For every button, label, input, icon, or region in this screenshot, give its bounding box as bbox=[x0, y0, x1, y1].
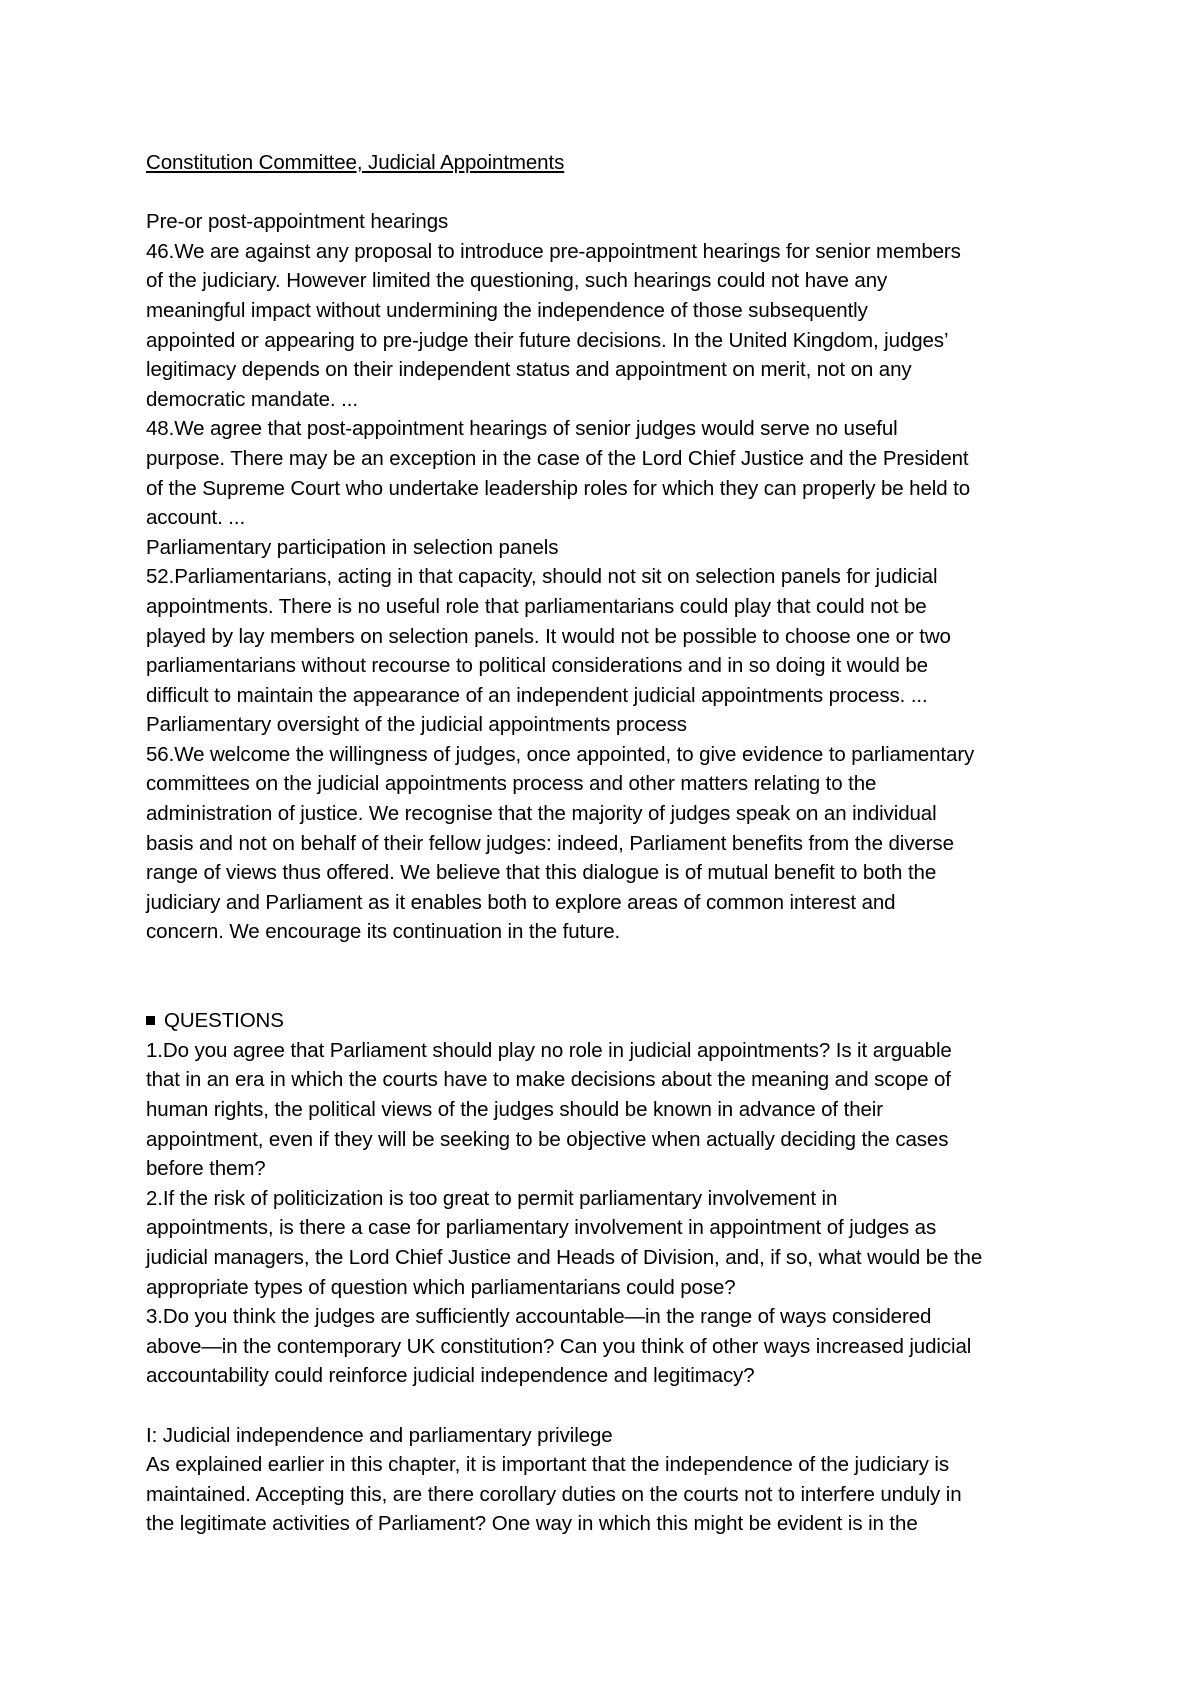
section-heading: Pre-or post-appointment hearings bbox=[146, 210, 449, 234]
paragraph-line: before them? bbox=[146, 1157, 266, 1181]
paragraph-line: 52.Parliamentarians, acting in that capacity, should not sit on selection panels for judicial bbox=[146, 565, 938, 589]
paragraph-line: 1.Do you agree that Parliament should play no role in judicial appointments? Is it arguable bbox=[146, 1038, 952, 1062]
paragraph-line: purpose. There may be an exception in the case of the Lord Chief Justice and the President bbox=[146, 446, 969, 470]
paragraph-line: the legitimate activities of Parliament? One way in which this might be evident is in the bbox=[146, 1512, 918, 1536]
paragraph-line: legitimacy depends on their independent status and appointment on merit, not on any bbox=[146, 358, 912, 382]
section-heading: I: Judicial independence and parliamentary privilege bbox=[146, 1423, 613, 1447]
paragraph-line: meaningful impact without undermining the independence of those subsequently bbox=[146, 298, 868, 322]
questions-heading-label: QUESTIONS bbox=[164, 1009, 284, 1033]
paragraph-line: appointments. There is no useful role that parliamentarians could play that could not be bbox=[146, 594, 927, 618]
section-selection-panels bbox=[146, 562, 1076, 710]
spacer bbox=[146, 1391, 1076, 1421]
paragraph-line: that in an era in which the courts have to make decisions about the meaning and scope of bbox=[146, 1068, 951, 1092]
section-questions bbox=[146, 1036, 1076, 1391]
paragraph-line: 46.We are against any proposal to introduce pre-appointment hearings for senior members bbox=[146, 239, 961, 263]
paragraph-line: As explained earlier in this chapter, it is important that the independence of the judiciary is bbox=[146, 1453, 949, 1477]
paragraph-line: democratic mandate. ... bbox=[146, 387, 358, 411]
paragraph-line: appointments, is there a case for parliamentary involvement in appointment of judges as bbox=[146, 1216, 937, 1240]
document-title: Constitution Committee, Judicial Appointments bbox=[146, 151, 565, 174]
spacer bbox=[146, 947, 1076, 1006]
paragraph-line: administration of justice. We recognise that the majority of judges speak on an individual bbox=[146, 802, 937, 826]
paragraph-line: 2.If the risk of politicization is too great to permit parliamentary involvement in bbox=[146, 1186, 838, 1210]
paragraph-line: appointment, even if they will be seeking to be objective when actually deciding the cases bbox=[146, 1127, 949, 1151]
paragraph-line: played by lay members on selection panels. It would not be possible to choose one or two bbox=[146, 624, 951, 648]
paragraph-line: difficult to maintain the appearance of an independent judicial appointments process. ... bbox=[146, 683, 928, 707]
paragraph-line: range of views thus offered. We believe that this dialogue is of mutual benefit to both the bbox=[146, 861, 937, 885]
square-bullet-icon bbox=[146, 1016, 155, 1025]
paragraph-line: 56.We welcome the willingness of judges, once appointed, to give evidence to parliamentary bbox=[146, 742, 975, 766]
document-body bbox=[146, 148, 1076, 1539]
paragraph-line: 3.Do you think the judges are sufficiently accountable—in the range of ways considered bbox=[146, 1305, 932, 1329]
questions-heading bbox=[146, 1006, 1076, 1036]
paragraph-line: appropriate types of question which parliamentarians could pose? bbox=[146, 1275, 736, 1299]
paragraph-line: judicial managers, the Lord Chief Justice and Heads of Division, and, if so, what would be the bbox=[146, 1245, 983, 1269]
paragraph-line: human rights, the political views of the judges should be known in advance of their bbox=[146, 1098, 883, 1121]
paragraph-line: above—in the contemporary UK constitution? Can you think of other ways increased judicial bbox=[146, 1334, 972, 1358]
paragraph-line: of the judiciary. However limited the questioning, such hearings could not have any bbox=[146, 269, 888, 293]
section-pre-post-hearings bbox=[146, 237, 1076, 533]
paragraph-line: 48.We agree that post-appointment hearings of senior judges would serve no useful bbox=[146, 417, 898, 441]
spacer bbox=[146, 178, 1076, 208]
paragraph-line: judiciary and Parliament as it enables both to explore areas of common interest and bbox=[146, 890, 896, 914]
section-parliamentary-privilege bbox=[146, 1450, 1076, 1539]
paragraph-line: appointed or appearing to pre-judge their future decisions. In the United Kingdom, judges’ bbox=[146, 328, 949, 352]
section-heading: Parliamentary oversight of the judicial appointments process bbox=[146, 713, 687, 737]
paragraph-line: maintained. Accepting this, are there corollary duties on the courts not to interfere unduly in bbox=[146, 1482, 962, 1506]
paragraph-line: concern. We encourage its continuation in the future. bbox=[146, 920, 621, 944]
paragraph-line: committees on the judicial appointments process and other matters relating to the bbox=[146, 772, 877, 796]
paragraph-line: account. ... bbox=[146, 506, 246, 530]
paragraph-line: accountability could reinforce judicial independence and legitimacy? bbox=[146, 1364, 755, 1388]
section-heading: Parliamentary participation in selection panels bbox=[146, 535, 559, 559]
paragraph-line: of the Supreme Court who undertake leadership roles for which they can properly be held to bbox=[146, 476, 971, 500]
paragraph-line: parliamentarians without recourse to political considerations and in so doing it would be bbox=[146, 654, 928, 678]
section-oversight bbox=[146, 740, 1076, 947]
paragraph-line: basis and not on behalf of their fellow judges: indeed, Parliament benefits from the diverse bbox=[146, 831, 954, 855]
